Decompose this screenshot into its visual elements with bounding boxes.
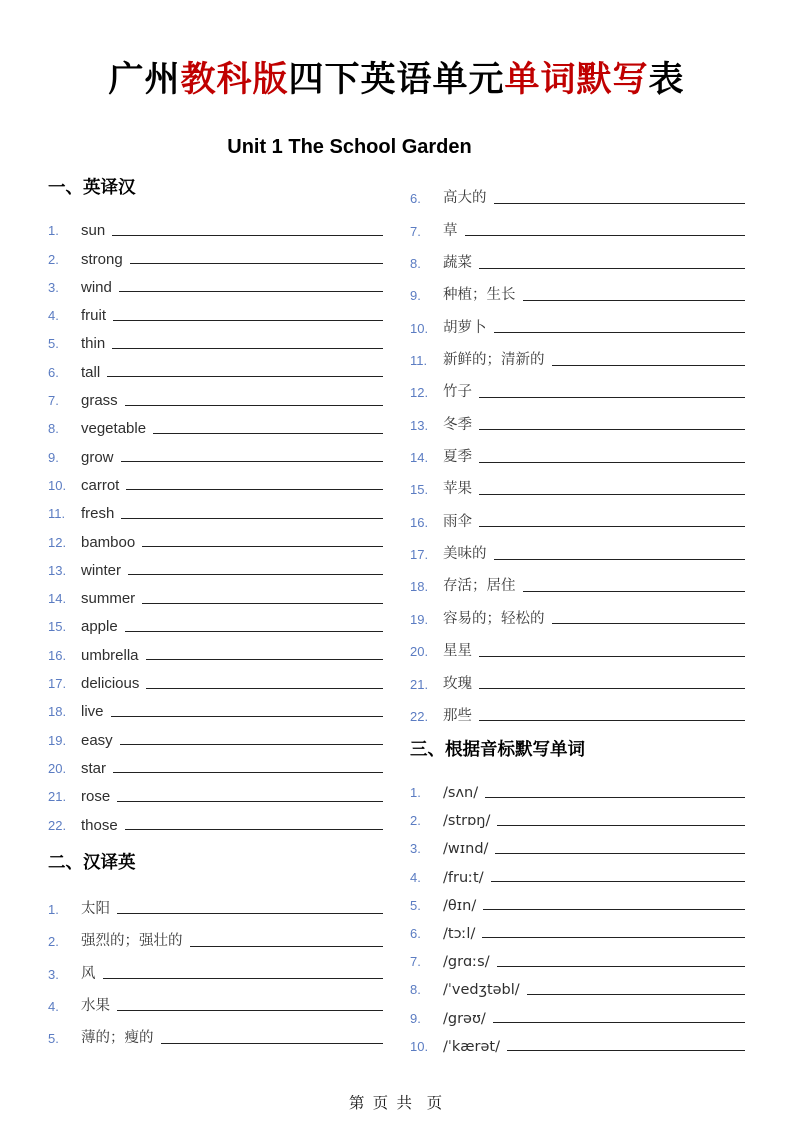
answer-blank [125,405,383,406]
item-number: 18. [48,704,67,720]
item-number: 22. [410,708,429,724]
answer-blank [479,462,745,463]
answer-blank [111,716,383,717]
item-text: 新鲜的；清新的 [443,352,545,369]
list-item [48,297,383,325]
item-number: 10. [48,477,67,493]
item-number: 20. [410,644,429,660]
item-number: 9. [410,288,421,304]
item-text: 星星 [443,643,472,660]
item-text: 雨伞 [443,513,472,530]
item-text: 容易的；轻松的 [443,610,545,627]
item-text: /tɔːl/ [443,925,476,942]
answer-blank [126,489,383,490]
item-text: tall [81,363,101,381]
section-heading-phonetics: 三、根据音标默写单词 [410,738,585,759]
answer-blank [493,1022,745,1023]
answer-blank [483,909,745,910]
list-item [48,608,383,636]
item-number: 1. [410,785,421,801]
answer-blank [479,494,745,495]
item-text: 玫瑰 [443,675,472,692]
item-text: sun [81,222,106,240]
list-item [48,269,383,297]
answer-blank [113,772,383,773]
answer-blank [117,1010,383,1011]
item-text: /wɪnd/ [443,841,489,858]
list-item [410,971,745,999]
answer-blank [523,300,746,301]
answer-blank [494,332,746,333]
page-footer: 第 页 共 页 [348,1095,445,1112]
list-item [410,273,745,305]
item-number: 8. [410,982,421,998]
item-text: fruit [81,307,107,325]
item-number: 11. [48,506,66,522]
item-text: fresh [81,505,115,523]
left-column [48,176,383,1048]
title-part: 四下英语单元 [288,60,505,99]
item-text: grass [81,392,118,410]
answer-blank [527,994,745,995]
item-text: /grəʊ/ [443,1010,486,1027]
answer-blank [479,429,745,430]
item-text: easy [81,731,113,749]
answer-blank [495,853,745,854]
list-item [410,887,745,915]
phonetics-list [410,774,745,1056]
list-item [48,353,383,381]
item-text: 薄的；瘦的 [81,1030,154,1047]
item-number: 12. [410,385,429,401]
item-number: 13. [48,562,67,578]
answer-blank [125,829,383,830]
title-part-red: 单词默写 [504,60,649,99]
list-item [48,984,383,1016]
unit-title: Unit 1 The School Garden [227,135,472,158]
item-text: vegetable [81,420,147,438]
answer-blank [465,235,746,236]
item-number: 3. [48,279,59,295]
item-text: live [81,703,104,721]
answer-blank [120,744,383,745]
answer-blank [482,937,745,938]
answer-blank [479,268,745,269]
list-item [410,915,745,943]
answer-blank [479,656,745,657]
section-heading-cn-to-en: 二、汉译英 [48,851,136,872]
list-item [48,382,383,410]
answer-blank [161,1043,384,1044]
answer-blank [479,688,745,689]
list-item [48,1016,383,1048]
item-number: 14. [410,450,429,466]
list-item [48,778,383,806]
item-text: 蔬菜 [443,255,472,272]
answer-blank [103,978,384,979]
item-number: 17. [410,547,429,563]
item-number: 2. [48,251,59,267]
section-heading-en-to-cn: 一、英译汉 [48,177,136,197]
list-item [48,552,383,580]
item-text: thin [81,335,106,353]
item-number: 19. [410,611,429,627]
item-text: star [81,759,107,777]
item-number: 2. [410,813,421,829]
item-number: 3. [410,841,421,857]
answer-blank [107,376,383,377]
item-number: 15. [410,482,429,498]
list-item [48,325,383,353]
answer-blank [153,433,383,434]
item-number: 10. [410,320,429,336]
item-number: 6. [410,925,421,941]
item-text: /sʌn/ [443,785,479,802]
list-item [48,750,383,778]
item-number: 19. [48,732,67,748]
list-item [410,208,745,240]
item-text: grow [81,448,114,466]
item-text: /strɒŋ/ [443,813,491,830]
answer-blank [497,825,745,826]
item-number: 3. [48,966,59,982]
list-item [410,176,745,208]
list-item [48,806,383,834]
item-text: 强烈的；强壮的 [81,933,183,950]
list-item [48,636,383,664]
list-item [410,499,745,531]
page-title [0,0,793,102]
cn-to-en-list-part2 [410,176,745,726]
list-item [410,305,745,337]
list-item [48,467,383,495]
answer-blank [491,881,745,882]
list-item [410,241,745,273]
list-item [48,721,383,749]
answer-blank [523,591,746,592]
answer-blank [479,720,745,721]
item-number: 14. [48,591,67,607]
answer-blank [125,631,383,632]
answer-blank [121,518,383,519]
list-item [410,858,745,886]
item-text: 胡萝卜 [443,319,487,336]
list-item [48,212,383,240]
answer-blank [142,546,383,547]
item-text: 苹果 [443,481,472,498]
title-part: 表 [648,60,685,99]
item-number: 8. [48,421,59,437]
answer-blank [146,659,383,660]
item-number: 1. [48,223,59,239]
item-text: umbrella [81,646,139,664]
item-text: strong [81,250,123,268]
answer-blank [130,263,383,264]
item-number: 8. [410,256,421,272]
item-number: 15. [48,619,67,635]
item-number: 1. [48,901,59,917]
item-text: 风 [81,965,96,982]
item-text: 美味的 [443,546,487,563]
answer-blank [552,365,746,366]
list-item [48,665,383,693]
item-number: 6. [48,364,59,380]
item-text: carrot [81,476,120,494]
item-text: /grɑːs/ [443,954,490,971]
item-text: apple [81,618,118,636]
list-item [410,370,745,402]
answer-blank [112,348,383,349]
item-number: 11. [410,353,428,369]
item-text: 冬季 [443,416,472,433]
list-item [410,467,745,499]
answer-blank [113,320,383,321]
list-item [48,693,383,721]
item-text: bamboo [81,533,136,551]
answer-blank [119,291,383,292]
list-item [48,410,383,438]
list-item [48,240,383,268]
item-text: /ˈvedʒtəbl/ [443,982,520,999]
item-number: 16. [48,647,67,663]
item-number: 21. [48,789,67,805]
list-item [410,943,745,971]
list-item [48,951,383,983]
item-number: 22. [48,817,67,833]
item-text: /fruːt/ [443,869,484,886]
title-part: 广州 [108,60,181,99]
title-part-red: 教科版 [180,60,289,99]
item-text: wind [81,278,112,296]
item-number: 9. [410,1010,421,1026]
item-number: 21. [410,676,429,692]
list-item [48,580,383,608]
item-text: winter [81,561,122,579]
right-column [410,176,745,1056]
item-text: /ˈkærət/ [443,1038,500,1055]
list-item [410,629,745,661]
answer-blank [117,913,383,914]
item-text: 水果 [81,997,110,1014]
item-text: 太阳 [81,900,110,917]
item-number: 7. [48,393,59,409]
list-item [410,596,745,628]
list-item [410,802,745,830]
item-number: 13. [410,417,429,433]
list-item [410,564,745,596]
answer-blank [142,603,383,604]
answer-blank [497,966,745,967]
item-text: /θɪn/ [443,897,477,914]
item-text: 草 [443,222,458,239]
list-item [410,435,745,467]
item-text: rose [81,788,111,806]
answer-blank [507,1050,745,1051]
item-number: 10. [410,1038,429,1054]
list-item [48,919,383,951]
en-to-cn-list [48,212,383,835]
item-number: 5. [48,336,59,352]
list-item [410,338,745,370]
item-text: those [81,816,118,834]
item-number: 5. [48,1031,59,1047]
item-number: 2. [48,934,59,950]
list-item [410,774,745,802]
answer-blank [485,797,745,798]
item-number: 4. [48,998,59,1014]
list-item [410,830,745,858]
answer-blank [479,397,745,398]
answer-blank [121,461,383,462]
item-number: 12. [48,534,67,550]
item-text: 那些 [443,707,472,724]
item-text: 种植；生长 [443,287,516,304]
item-number: 4. [410,869,421,885]
item-number: 18. [410,579,429,595]
list-item [48,887,383,919]
answer-blank [117,801,383,802]
item-number: 6. [410,191,421,207]
list-item [410,694,745,726]
answer-blank [190,946,384,947]
item-number: 9. [48,449,59,465]
item-number: 20. [48,760,67,776]
item-text: delicious [81,675,140,693]
answer-blank [112,235,383,236]
list-item [410,1028,745,1056]
item-number: 16. [410,514,429,530]
list-item [48,438,383,466]
item-number: 5. [410,897,421,913]
answer-blank [128,574,383,575]
item-text: 竹子 [443,384,472,401]
list-item [410,402,745,434]
cn-to-en-list-part1 [48,887,383,1049]
item-text: summer [81,590,136,608]
list-item [410,661,745,693]
answer-blank [479,526,745,527]
answer-blank [494,559,746,560]
item-number: 17. [48,676,67,692]
list-item [410,532,745,564]
content-columns [48,176,745,1056]
item-text: 存活；居住 [443,578,516,595]
answer-blank [552,623,746,624]
answer-blank [494,203,746,204]
list-item [410,999,745,1027]
answer-blank [146,688,383,689]
item-number: 7. [410,223,421,239]
item-number: 4. [48,308,59,324]
item-text: 夏季 [443,449,472,466]
item-text: 高大的 [443,190,487,207]
list-item [48,495,383,523]
list-item [48,523,383,551]
item-number: 7. [410,954,421,970]
